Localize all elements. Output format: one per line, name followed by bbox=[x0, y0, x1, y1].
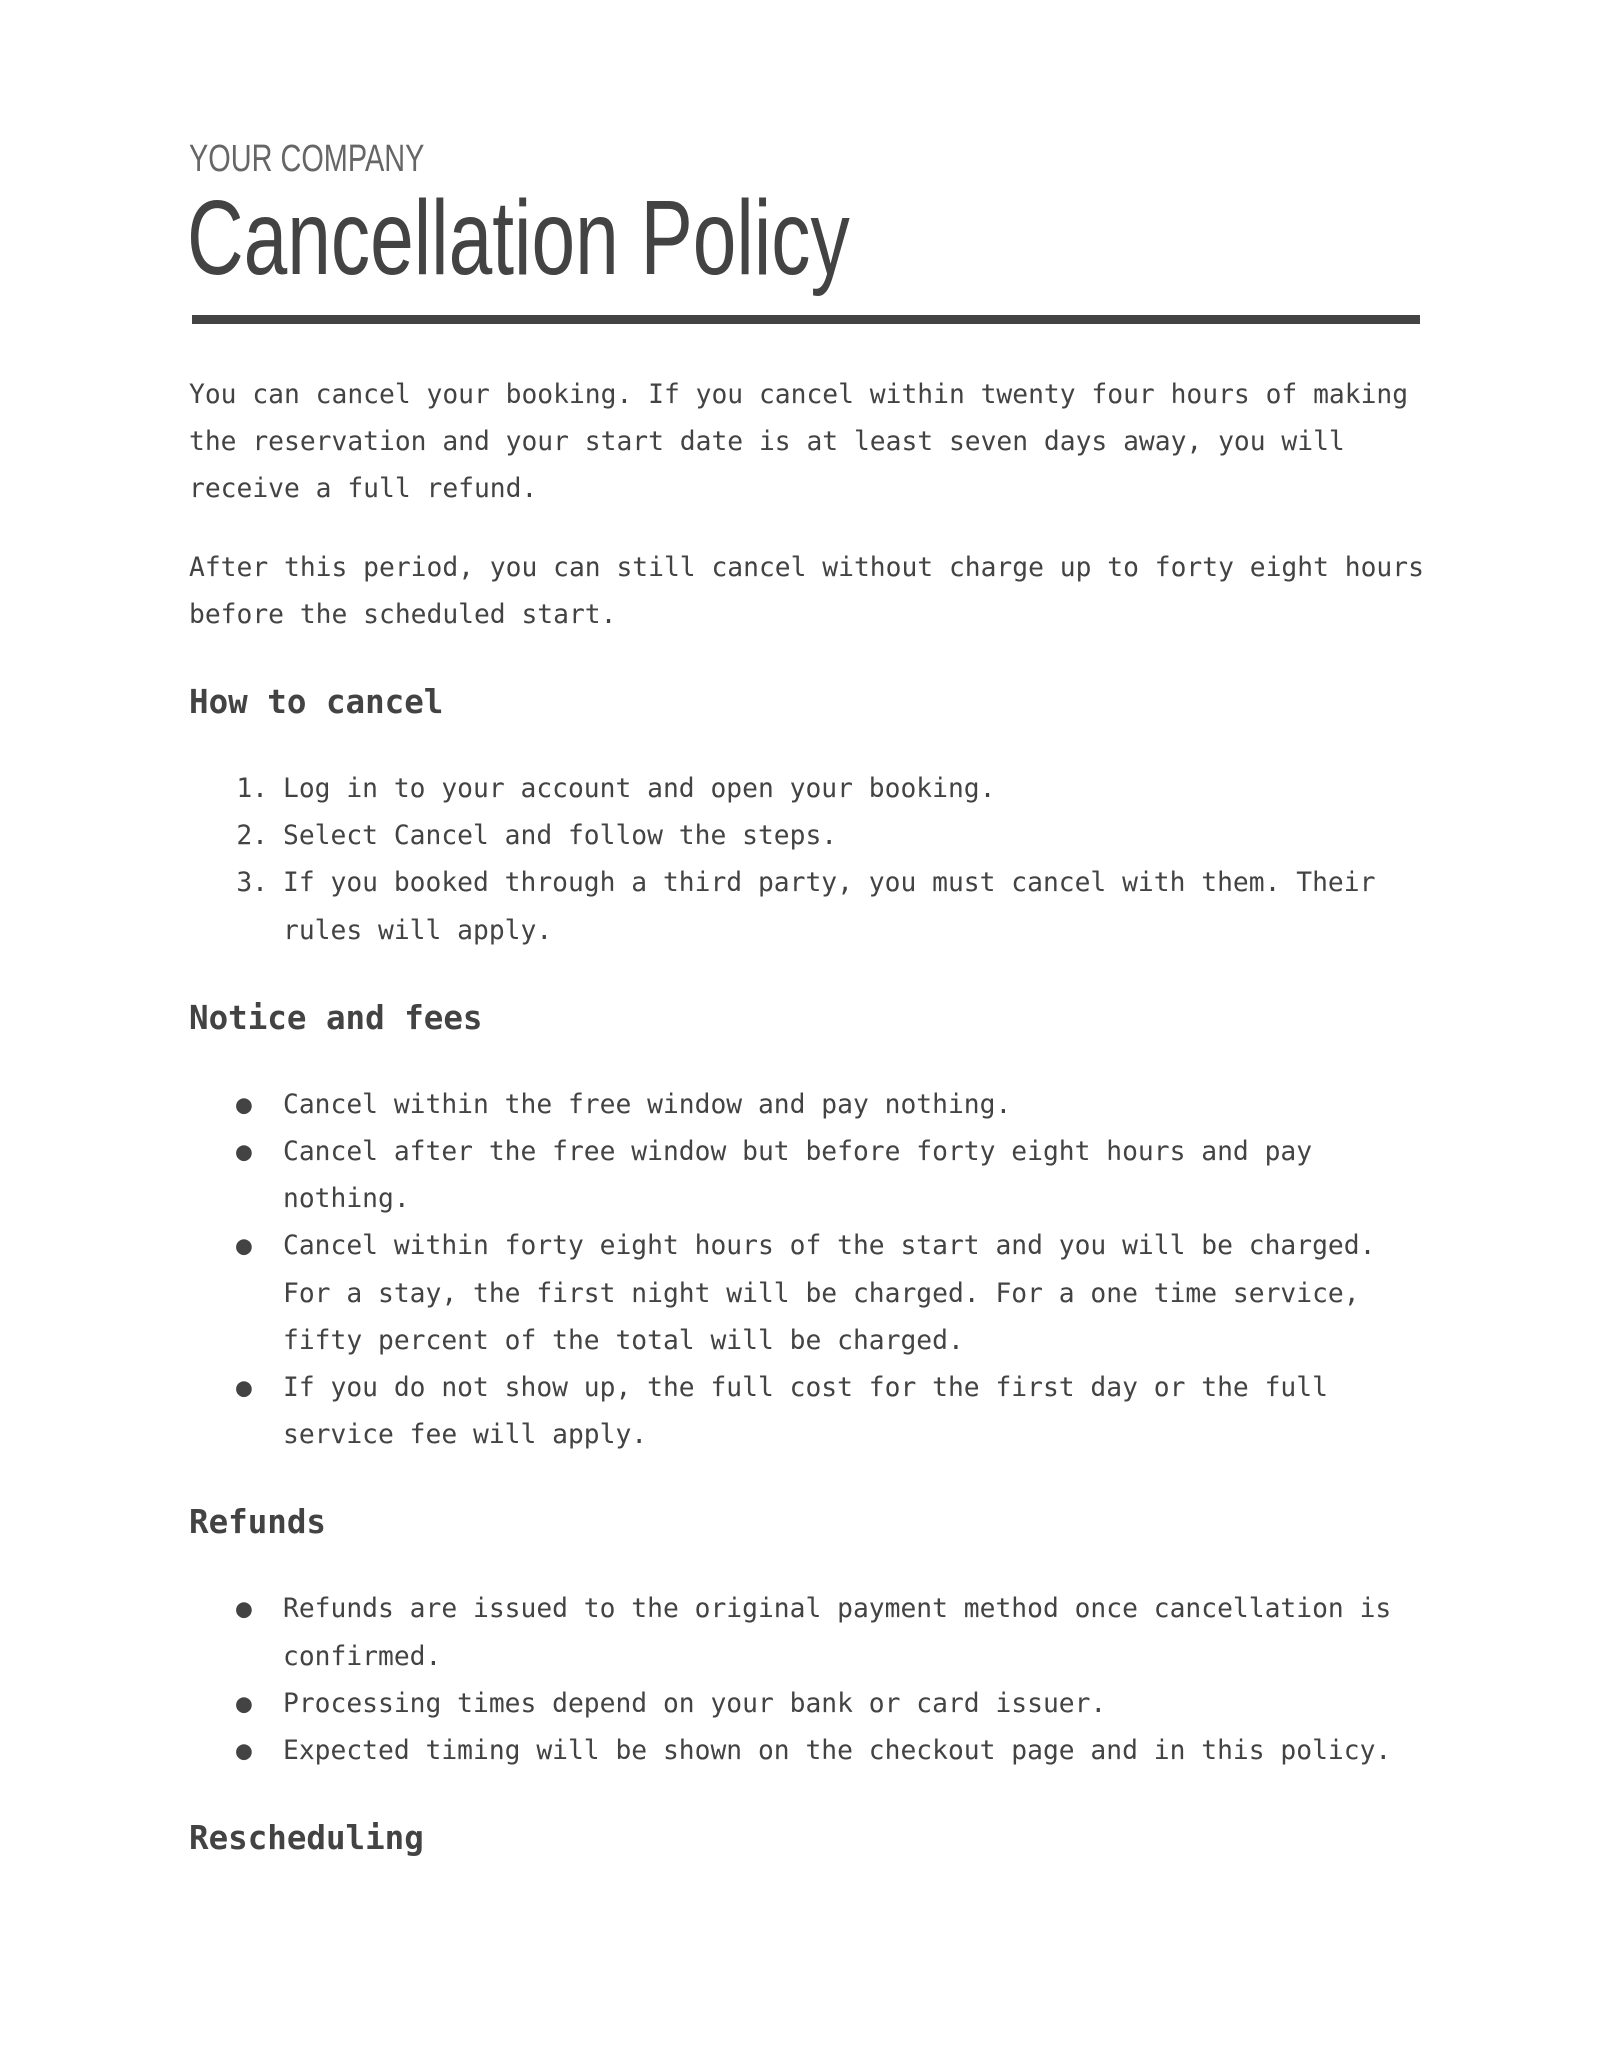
section-heading-refunds: Refunds bbox=[189, 1503, 326, 1542]
bullet-icon: ● bbox=[236, 1736, 252, 1767]
list-item-text: Expected timing will be shown on the checkout page and in this policy. bbox=[283, 1736, 1392, 1767]
bullet-icon: ● bbox=[236, 1089, 252, 1120]
title-divider bbox=[192, 315, 1420, 324]
list-item-text: If you do not show up, the full cost for the first day or the full service fee will apply. bbox=[283, 1373, 1328, 1451]
list-item bbox=[189, 1365, 1429, 1459]
list-item-text: Cancel within the free window and pay nothing. bbox=[283, 1089, 1012, 1120]
list-item-text: If you booked through a third party, you must cancel with them. Their rules will apply. bbox=[283, 868, 1376, 946]
how-to-cancel-list bbox=[189, 766, 1429, 955]
bullet-icon: ● bbox=[236, 1688, 252, 1719]
list-item-text: Refunds are issued to the original payment method once cancellation is confirmed. bbox=[283, 1594, 1392, 1672]
document-body bbox=[189, 372, 1429, 1902]
list-item bbox=[189, 860, 1429, 954]
list-item bbox=[189, 766, 1429, 813]
list-item bbox=[189, 1082, 1429, 1129]
list-item bbox=[189, 1223, 1429, 1365]
list-item-text: Select Cancel and follow the steps. bbox=[283, 821, 838, 852]
list-number: 3. bbox=[236, 868, 268, 899]
list-item bbox=[189, 1129, 1429, 1223]
page-title: Cancellation Policy bbox=[187, 179, 850, 297]
intro-paragraph-2: After this period, you can still cancel without charge up to forty eight hours before the scheduled start. bbox=[189, 552, 1424, 630]
list-item bbox=[189, 1681, 1429, 1728]
notice-and-fees-list bbox=[189, 1082, 1429, 1460]
section-heading-how-to-cancel: How to cancel bbox=[189, 683, 444, 722]
bullet-icon: ● bbox=[236, 1594, 252, 1625]
list-item-text: Cancel after the free window but before forty eight hours and pay nothing. bbox=[283, 1137, 1313, 1215]
company-name: YOUR COMPANY bbox=[189, 138, 425, 180]
bullet-icon: ● bbox=[236, 1137, 252, 1168]
section-heading-rescheduling: Rescheduling bbox=[189, 1819, 424, 1858]
refunds-list bbox=[189, 1586, 1429, 1775]
bullet-icon: ● bbox=[236, 1373, 252, 1404]
bullet-icon: ● bbox=[236, 1231, 252, 1262]
list-item-text: Processing times depend on your bank or card issuer. bbox=[283, 1688, 1107, 1719]
section-heading-notice-and-fees: Notice and fees bbox=[189, 998, 483, 1037]
list-item bbox=[189, 1586, 1429, 1680]
list-item-text: Cancel within forty eight hours of the start and you will be charged. For a stay, the first night will be charged. For a one time service, fifty percent of the total will be charged. bbox=[283, 1231, 1376, 1356]
list-number: 2. bbox=[236, 821, 268, 852]
list-number: 1. bbox=[236, 774, 268, 805]
list-item bbox=[189, 813, 1429, 860]
intro-paragraph-1: You can cancel your booking. If you cancel within twenty four hours of making the reservation and your start date is at least seven days away, you will receive a full refund. bbox=[189, 380, 1409, 505]
list-item bbox=[189, 1728, 1429, 1775]
list-item-text: Log in to your account and open your booking. bbox=[283, 774, 996, 805]
